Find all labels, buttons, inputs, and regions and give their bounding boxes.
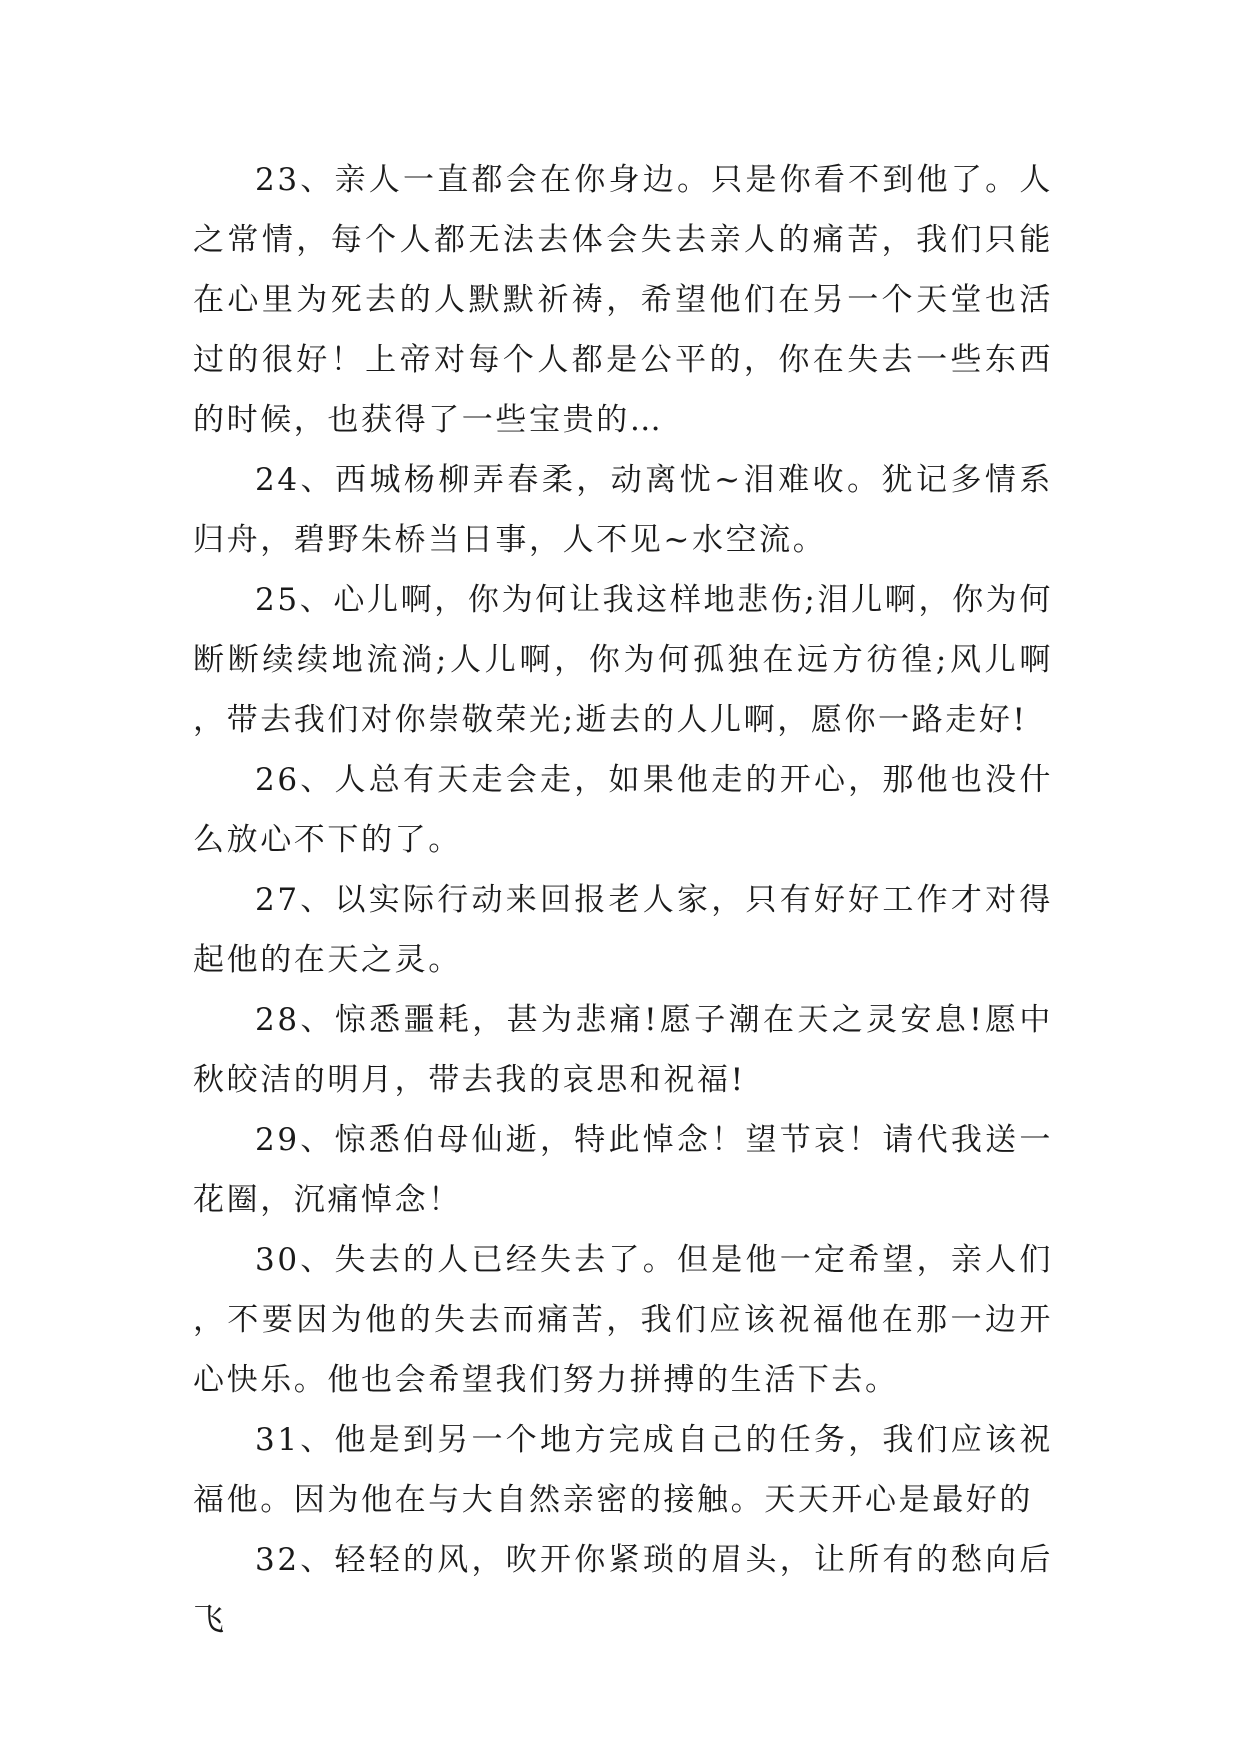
paragraph-25: 25、心儿啊，你为何让我这样地悲伤;泪儿啊，你为何断断续续地流淌;人儿啊，你为何孤独在远方彷徨;风儿啊，带去我们对你崇敬荣光;逝去的人儿啊，愿你一路走好! (193, 582, 1053, 738)
paragraph-26: 26、人总有天走会走，如果他走的开心，那他也没什么放心不下的了。 (193, 762, 1053, 858)
paragraph-24: 24、西城杨柳弄春柔，动离忧~泪难收。犹记多情系归舟，碧野朱桥当日事，人不见~水空流。 (193, 462, 1053, 558)
paragraph-30: 30、失去的人已经失去了。但是他一定希望，亲人们，不要因为他的失去而痛苦，我们应该祝福他在那一边开心快乐。他也会希望我们努力拼搏的生活下去。 (193, 1242, 1053, 1398)
paragraph-32: 32、轻轻的风，吹开你紧琐的眉头，让所有的愁向后飞 (193, 1542, 1053, 1638)
paragraph-28: 28、惊悉噩耗，甚为悲痛!愿子潮在天之灵安息!愿中秋皎洁的明月，带去我的哀思和祝福! (193, 1002, 1053, 1098)
paragraph-27: 27、以实际行动来回报老人家，只有好好工作才对得起他的在天之灵。 (193, 882, 1053, 978)
document-body (193, 150, 1053, 1650)
paragraph-29: 29、惊悉伯母仙逝，特此悼念！望节哀！请代我送一花圈，沉痛悼念！ (193, 1122, 1053, 1218)
paragraph-23: 23、亲人一直都会在你身边。只是你看不到他了。人之常情，每个人都无法去体会失去亲人的痛苦，我们只能在心里为死去的人默默祈祷，希望他们在另一个天堂也活过的很好！上帝对每个人都是公平的，你在失去一些东西的时候，也获得了一些宝贵的… (193, 162, 1053, 438)
paragraph-31: 31、他是到另一个地方完成自己的任务，我们应该祝福他。因为他在与大自然亲密的接触。天天开心是最好的 (193, 1422, 1053, 1518)
